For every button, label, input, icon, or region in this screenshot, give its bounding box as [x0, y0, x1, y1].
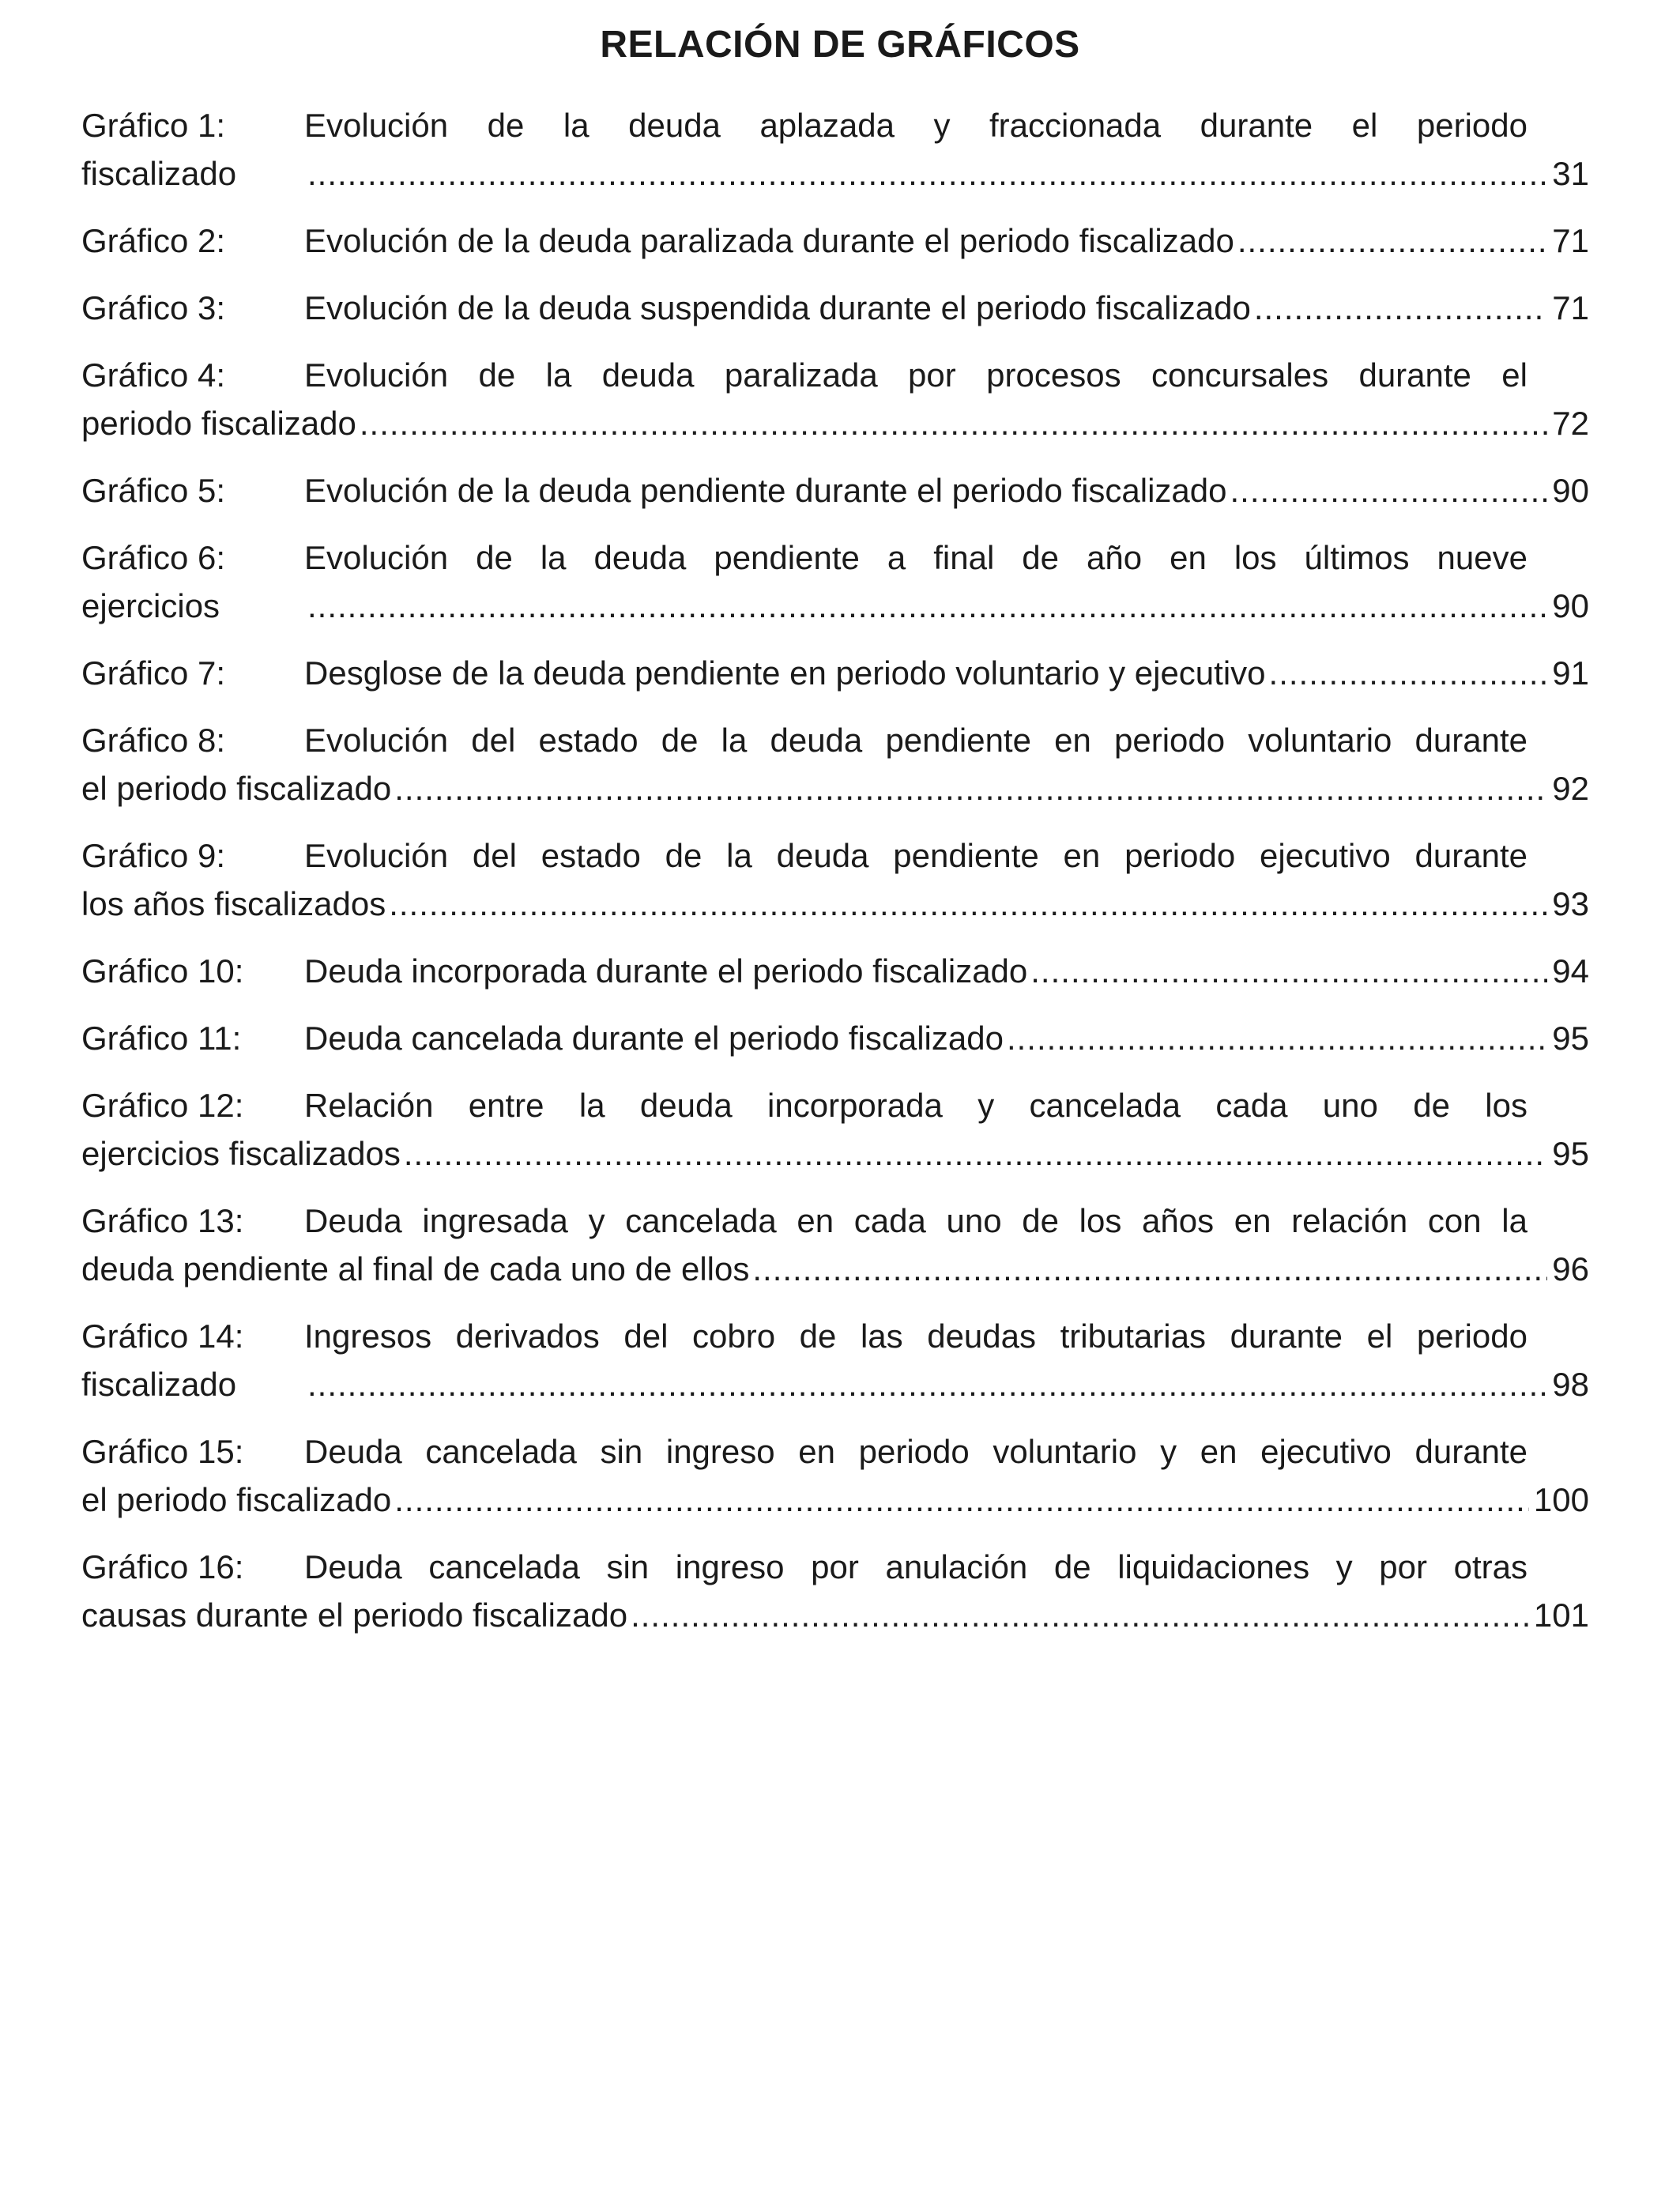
dot-leader — [307, 1360, 1547, 1408]
toc-entry[interactable] — [81, 1312, 1589, 1408]
entry-label: Gráfico 8: — [81, 722, 226, 759]
entry-title: Evolución de la deuda suspendida durante el periodo fiscalizado — [304, 289, 1251, 326]
entry-title: Relación entre la deuda incorporada y cancelada cada uno de los — [304, 1087, 1527, 1124]
dot-leader — [1237, 217, 1547, 265]
entry-title: Evolución del estado de la deuda pendiente en periodo ejecutivo durante — [304, 837, 1527, 874]
toc-entry[interactable] — [81, 533, 1589, 630]
dot-leader — [1030, 947, 1547, 995]
entry-page-number[interactable]: 93 — [1552, 885, 1589, 922]
entry-page-number[interactable]: 92 — [1552, 770, 1589, 807]
entry-title: Evolución de la deuda paralizada por procesos concursales durante el — [304, 356, 1527, 394]
entry-label: Gráfico 15: — [81, 1433, 244, 1470]
entry-page-number[interactable]: 71 — [1552, 222, 1589, 259]
entry-title: Deuda cancelada sin ingreso en periodo voluntario y en ejecutivo durante — [304, 1433, 1527, 1470]
entry-page-number[interactable]: 90 — [1552, 587, 1589, 624]
entry-title: Deuda ingresada y cancelada en cada uno de los años en relación con la — [304, 1202, 1527, 1239]
entry-title: Desglose de la deuda pendiente en periodo voluntario y ejecutivo — [304, 654, 1266, 692]
entry-label: Gráfico 2: — [81, 222, 226, 259]
dot-leader — [307, 582, 1547, 630]
entry-title: Evolución de la deuda pendiente a final de año en los últimos nueve — [304, 539, 1527, 576]
entry-page-number[interactable]: 94 — [1552, 952, 1589, 990]
entry-label: Gráfico 3: — [81, 289, 226, 326]
entry-page-number[interactable]: 71 — [1552, 289, 1589, 326]
dot-leader — [394, 1476, 1529, 1524]
entry-label: Gráfico 14: — [81, 1318, 244, 1355]
dot-leader — [307, 149, 1547, 198]
dot-leader — [1254, 284, 1547, 332]
entry-title: Deuda cancelada sin ingreso por anulación de liquidaciones y por otras — [304, 1548, 1527, 1585]
entry-page-number[interactable]: 31 — [1552, 155, 1589, 192]
toc-entry[interactable] — [81, 1427, 1589, 1524]
dot-leader — [1269, 649, 1548, 697]
entry-label: Gráfico 12: — [81, 1087, 244, 1124]
entry-title-continuation: el periodo fiscalizado — [81, 1481, 392, 1518]
entry-page-number[interactable]: 95 — [1552, 1020, 1589, 1057]
toc-entry[interactable] — [81, 831, 1589, 928]
toc-entry[interactable] — [81, 351, 1589, 447]
dot-leader — [752, 1245, 1547, 1293]
toc-entry[interactable] — [81, 284, 1589, 332]
entry-title-continuation: deuda pendiente al final de cada uno de ellos — [81, 1250, 750, 1287]
entry-title-continuation: ejercicios fiscalizados — [81, 1135, 401, 1172]
entry-page-number[interactable]: 90 — [1552, 472, 1589, 509]
toc-entry[interactable] — [81, 1197, 1589, 1293]
toc-entry[interactable] — [81, 217, 1589, 265]
toc-entry[interactable] — [81, 1081, 1589, 1178]
figure-index-list — [81, 101, 1589, 1658]
dot-leader — [389, 880, 1547, 928]
toc-entry[interactable] — [81, 716, 1589, 812]
entry-label: Gráfico 1: — [81, 107, 226, 144]
entry-title-continuation: los años fiscalizados — [81, 885, 386, 922]
entry-title: Evolución de la deuda pendiente durante el periodo fiscalizado — [304, 472, 1227, 509]
entry-page-number[interactable]: 100 — [1533, 1481, 1589, 1518]
dot-leader — [404, 1129, 1547, 1178]
entry-label: Gráfico 10: — [81, 952, 244, 990]
dot-leader — [394, 764, 1547, 812]
toc-entry[interactable] — [81, 101, 1589, 198]
page-title: RELACIÓN DE GRÁFICOS — [600, 24, 1080, 66]
entry-label: Gráfico 13: — [81, 1202, 244, 1239]
entry-page-number[interactable]: 91 — [1552, 654, 1589, 692]
dot-leader — [1007, 1014, 1547, 1062]
toc-entry[interactable] — [81, 947, 1589, 995]
entry-title: Evolución de la deuda aplazada y fraccionada durante el periodo — [304, 107, 1527, 144]
entry-title: Evolución del estado de la deuda pendiente en periodo voluntario durante — [304, 722, 1527, 759]
entry-title-continuation: fiscalizado — [81, 1366, 237, 1403]
entry-title: Ingresos derivados del cobro de las deudas tributarias durante el periodo — [304, 1318, 1527, 1355]
entry-title-continuation: ejercicios — [81, 587, 220, 624]
entry-title: Deuda incorporada durante el periodo fiscalizado — [304, 952, 1028, 990]
dot-leader — [631, 1591, 1529, 1639]
entry-page-number[interactable]: 96 — [1552, 1250, 1589, 1287]
entry-page-number[interactable]: 98 — [1552, 1366, 1589, 1403]
entry-title: Deuda cancelada durante el periodo fiscalizado — [304, 1020, 1004, 1057]
entry-title-continuation: el periodo fiscalizado — [81, 770, 392, 807]
entry-page-number[interactable]: 95 — [1552, 1135, 1589, 1172]
entry-title-continuation: periodo fiscalizado — [81, 405, 356, 442]
entry-page-number[interactable]: 101 — [1533, 1596, 1589, 1634]
entry-label: Gráfico 5: — [81, 472, 226, 509]
entry-label: Gráfico 6: — [81, 539, 226, 576]
entry-title: Evolución de la deuda paralizada durante el periodo fiscalizado — [304, 222, 1234, 259]
toc-entry[interactable] — [81, 1014, 1589, 1062]
entry-title-continuation: causas durante el periodo fiscalizado — [81, 1596, 628, 1634]
toc-entry[interactable] — [81, 649, 1589, 697]
entry-label: Gráfico 4: — [81, 356, 226, 394]
dot-leader — [360, 399, 1547, 447]
toc-entry[interactable] — [81, 466, 1589, 515]
entry-label: Gráfico 9: — [81, 837, 226, 874]
entry-label: Gráfico 11: — [81, 1020, 242, 1057]
toc-entry[interactable] — [81, 1543, 1589, 1639]
entry-label: Gráfico 7: — [81, 654, 226, 692]
dot-leader — [1230, 466, 1548, 515]
entry-page-number[interactable]: 72 — [1552, 405, 1589, 442]
entry-label: Gráfico 16: — [81, 1548, 244, 1585]
entry-title-continuation: fiscalizado — [81, 155, 237, 192]
